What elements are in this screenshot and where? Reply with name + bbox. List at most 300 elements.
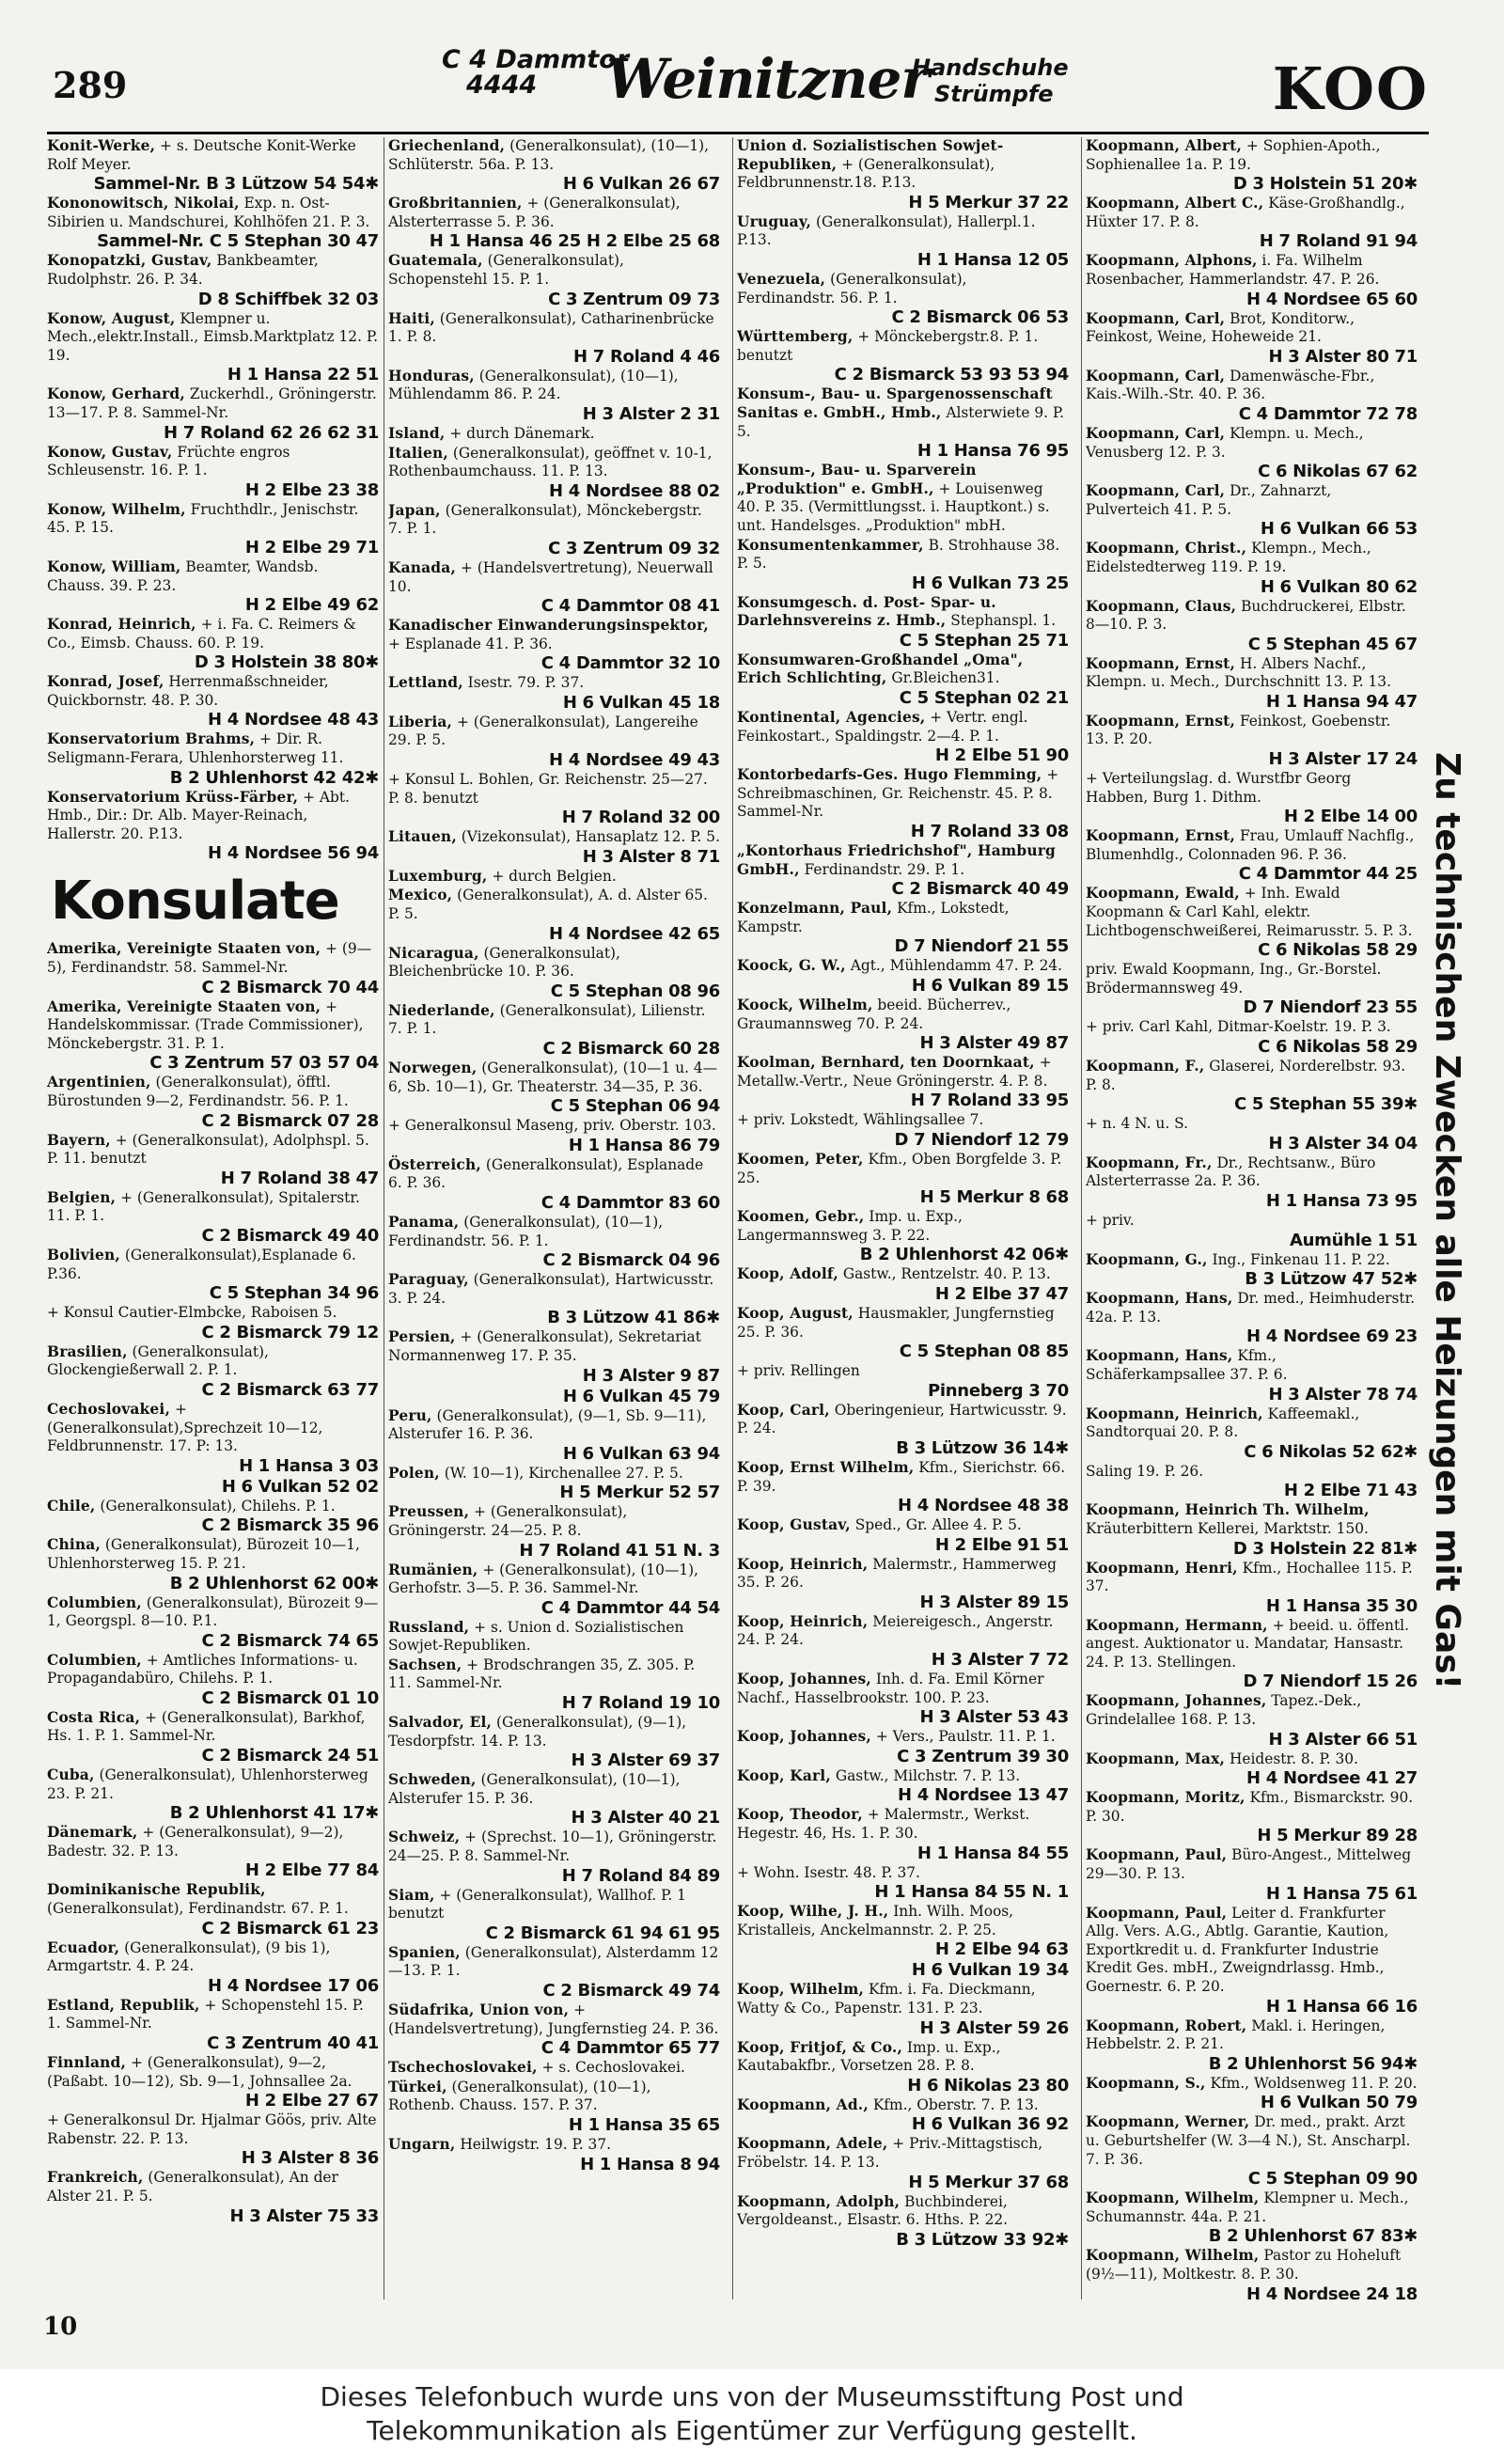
listing-entry [388,252,720,308]
listing-entry [1086,1212,1418,1250]
entry-details: (Generalkonsulat), Hallerpl.1. P.13. [737,212,1036,249]
entry-details: (Generalkonsulat), Hartwicusstr. 3. P. 24. [388,1271,714,1307]
entry-details: Kräuterbittern Kellerei, Marktstr. 150. [1086,1519,1369,1537]
entry-name: Konsum-, Bau- u. Spargenossenschaft Sanitas e. GmbH., Hmb., [737,385,1053,421]
listing-entry [1086,2113,1418,2189]
entry-phone: B 3 Lützow 36 14✱ [896,1437,1069,1458]
ad-product-stockings: Strümpfe [934,81,1054,107]
entry-phone: B 2 Uhlenhorst 62 00✱ [169,1573,379,1593]
section-heading-konsulate: Konsulate [51,871,339,933]
listing-entry [47,940,379,997]
entry-phone: H 7 Roland 32 00 [561,808,720,828]
entry-name: Litauen, [388,828,457,846]
entry-name: Haiti, [388,309,435,327]
margin-number: 10 [43,2313,78,2341]
listing-entry [737,1305,1069,1361]
entry-details: (Generalkonsulat), Ferdinandstr. 67. P. 1. [47,1900,349,1918]
entry-phone: H 1 Hansa 3 03 [239,1455,379,1476]
entry-details: + Schopenstehl 15. P. 1. Sammel-Nr. [47,1996,364,2032]
entry-name: Konow, Wilhelm, [47,500,186,518]
listing-entry [737,2039,1069,2095]
listing-entry [388,1771,720,1828]
entry-phone: C 4 Dammtor 44 54 [540,1597,720,1618]
entry-phone: D 7 Niendorf 23 55 [1243,997,1418,1018]
entry-phone: H 4 Nordsee 65 60 [1246,289,1418,309]
listing-entry [388,1387,720,1406]
entry-phone: H 1 Hansa 86 79 [568,1135,720,1155]
footer-line-1: Dieses Telefonbuch wurde uns von der Museumsstiftung Post und [320,2381,1184,2412]
entry-phone: H 4 Nordsee 24 18 [1246,2284,1418,2299]
entry-name: Koopmann, Hans, [1086,1290,1233,1308]
listing-entry [737,651,1069,708]
entry-name: Konopatzki, Gustav, [47,252,212,270]
listing-columns [47,137,1429,2299]
entry-details: Makl. i. Heringen, Hebbelstr. 2. P. 21. [1086,2017,1386,2053]
entry-name: Guatemala, [388,252,483,270]
entry-name: Konow, Gustav, [47,443,173,461]
entry-details: Kfm., Oben Borgfelde 3. P. 25. [737,1150,1062,1186]
entry-name: Dominikanische Republik, [47,1881,266,1899]
listing-entry [388,868,720,887]
listing-entry [47,616,379,672]
entry-phone: C 4 Dammtor 65 77 [540,2038,720,2059]
entry-details: Leiter d. Frankfurter Allg. Vers. A.G., Abtlg. Garantie, Kaution, Exportkredit u. d. Frankfurter Industrie Kredit Ges. mbH., Zweigndrlassg. Hmb., Goernestr. 6. P. 20. [1086,1904,1389,1995]
entry-details: + Sophien-Apoth., Sophienallee 1a. P. 19. [1086,137,1381,173]
entry-phone: H 2 Elbe 94 63 [934,1939,1069,1960]
entry-phone: H 5 Merkur 52 57 [559,1483,720,1503]
entry-phone: H 3 Alster 66 51 [1268,1729,1418,1750]
entry-phone: H 2 Elbe 51 90 [934,745,1069,766]
entry-details: Büro-Angest., Mittelweg 29—30. P. 13. [1086,1846,1412,1883]
entry-phone: Pinneberg 3 70 [928,1380,1069,1401]
listing-entry [737,1265,1069,1304]
entry-details: (Vizekonsulat), Hansaplatz 12. P. 5. [461,828,720,846]
entry-name: Großbritannien, [388,195,523,212]
header-rule [47,132,1429,134]
entry-phone: Aumühle 1 51 [1289,1230,1418,1250]
entry-phone: C 2 Bismarck 24 51 [201,1746,379,1766]
entry-details: (Generalkonsulat), Uhlenhorsterweg 23. P. 21. [47,1766,368,1802]
entry-phone: H 2 Elbe 29 71 [244,537,379,557]
entry-phone: C 3 Zentrum 40 41 [207,2033,379,2053]
entry-name: Koomen, Peter, [737,1150,864,1168]
entry-phone: C 3 Zentrum 09 73 [548,289,720,309]
entry-details: (Generalkonsulat), (10—1), Alsterufer 15. P. 36. [388,1771,681,1807]
listing-entry [737,1960,1069,1980]
ad-products [912,55,1069,107]
entry-phone: C 5 Stephan 08 85 [899,1342,1069,1362]
entry-details: + i. Fa. C. Reimers & Co., Eimsb. Chauss. 60. P. 19. [47,616,356,651]
entry-name: Koop, August, [737,1304,854,1322]
listing-entry [47,385,379,442]
entry-details: Saling 19. P. 26. [1086,1462,1204,1480]
entry-name: Frankreich, [47,2169,144,2187]
entry-details: (Generalkonsulat),Esplanade 6. P.36. [47,1246,356,1282]
entry-name: Brasilien, [47,1342,128,1360]
entry-phone: H 2 Elbe 49 62 [244,595,379,616]
entry-phone: B 2 Uhlenhorst 42 06✱ [859,1245,1069,1265]
listing-entry [1086,1463,1418,1501]
listing-entry [1086,2075,1418,2113]
entry-details: Meiereigesch., Angerstr. 24. P. 24. [737,1612,1054,1649]
listing-entry [737,1806,1069,1862]
entry-name: Koopmann, Hermann, [1086,1616,1268,1634]
entry-name: Kononowitsch, Nikolai, [47,195,240,212]
entry-phone: H 3 Alster 53 43 [919,1707,1069,1728]
entry-details: Isestr. 79. P. 37. [467,674,585,692]
entry-name: Koopmann, Carl, [1086,482,1226,500]
entry-details: + Metallw.-Vertr., Neue Gröningerstr. 4. P. 8. [737,1054,1052,1090]
listing-entry [388,771,720,827]
entry-name: Konit-Werke, [47,137,156,154]
entry-details: Kfm., Bismarckstr. 90. P. 30. [1086,1789,1414,1825]
entry-phone: H 6 Vulkan 66 53 [1260,519,1418,540]
entry-phone: H 6 Vulkan 80 62 [1260,576,1418,597]
entry-details: Exp. n. Ost-Sibirien u. Mandschurei, Kohlhöfen 21. P. 3. [47,195,370,230]
listing-entry [1086,1692,1418,1749]
entry-name: Koopmann, Hans, [1086,1347,1233,1365]
listing-entry [388,1117,720,1155]
entry-details: Alsterwiete 9. P. 5. [737,403,1065,440]
listing-entry [47,1536,379,1593]
entry-phone: C 2 Bismarck 61 23 [201,1918,379,1938]
entry-details: + Dir. R. Seligmann-Ferara, Uhlenhorsterweg 11. [47,730,344,767]
entry-details: Kfm., Schäferkampsallee 37. P. 6. [1086,1347,1288,1383]
entry-details: (Generalkonsulat), Glockengießerwall 2. P. 1. [47,1342,269,1379]
entry-details: + n. 4 N. u. S. [1086,1115,1189,1133]
entry-phone: H 3 Alster 78 74 [1268,1384,1418,1405]
vertical-ad-text: Zu technischen Zwecken alle Heizungen mit Gas! [1428,752,1466,1690]
entry-details: Oberingenieur, Hartwicusstr. 9. P. 24. [737,1401,1067,1437]
ad-phone [442,47,629,98]
entry-name: Belgien, [47,1188,117,1206]
entry-details: Kfm. i. Fa. Dieckmann, Watty & Co., Papenstr. 131. P. 23. [737,1981,1036,2017]
listing-entry [1086,598,1418,654]
entry-phone: B 3 Lützow 47 52✱ [1245,1269,1418,1290]
listing-entry [737,328,1069,385]
entry-details: + Louisenweg 40. P. 35. (Vermittlungsst. i. Hauptkont.) s. unt. Handelsges. „Produktion" mbH. [737,479,1050,534]
entry-name: Koopmann, Adele, [737,2135,888,2153]
listing-entry [388,1944,720,2001]
entry-details: Heidestr. 8. P. 30. [1229,1750,1358,1767]
entry-name: Koop, Ernst Wilhelm, [737,1458,915,1476]
listing-entry [47,673,379,730]
entry-name: Koopmann, Wilhelm, [1086,2189,1260,2207]
entry-phone: C 6 Nikolas 58 29 [1258,940,1418,961]
listing-entry [47,1074,379,1130]
entry-name: Uruguay, [737,212,812,230]
listing-entry [1086,770,1418,826]
entry-phone: C 4 Dammtor 83 60 [540,1192,720,1213]
listing-entry [1086,1846,1418,1903]
listing-entry [388,1328,720,1385]
entry-name: Liberia, [388,713,453,730]
listing-entry [388,945,720,1001]
entry-name: Koopmann, Ernst, [1086,654,1236,672]
entry-phone: H 6 Vulkan 63 94 [562,1443,720,1464]
entry-name: Sachsen, [388,1656,462,1673]
listing-entry [388,714,720,770]
page-number: 289 [53,64,128,106]
entry-name: Japan, [388,501,441,519]
entry-phone: H 1 Hansa 8 94 [580,2154,720,2174]
listing-entry [737,2096,1069,2135]
entry-name: Konsumentenkammer, [737,536,924,554]
listing-entry [737,594,1069,651]
entry-phone: H 4 Nordsee 49 43 [549,750,720,771]
ad-product-gloves: Handschuhe [912,55,1069,81]
entry-name: Panama, [388,1213,460,1231]
entry-phone: H 7 Roland 91 94 [1259,231,1418,252]
entry-phone: H 3 Alster 89 15 [919,1592,1069,1612]
entry-details: Ing., Finkenau 11. P. 22. [1212,1250,1390,1268]
entry-name: Koopmann, Ewald, [1086,885,1240,902]
entry-details: (Generalkonsulat), (9 bis 1), Armgartstr. 4. P. 24. [47,1938,331,1975]
entry-name: Koopmann, G., [1086,1250,1208,1268]
entry-details: Damenwäsche-Fbr., Kais.-Wilh.-Str. 40. P. 36. [1086,367,1375,403]
column-2 [388,137,720,2299]
entry-phone: C 2 Bismarck 70 44 [201,977,379,997]
listing-entry [47,998,379,1074]
entry-phone: C 2 Bismarck 01 10 [201,1687,379,1708]
entry-details: + (Generalkonsulat), 9—2, (Paßabt. 10—12), Sb. 9—1, Johnsallee 2a. [47,2054,352,2090]
listing-entry [388,1059,720,1116]
entry-details: Kfm., Oberstr. 7. P. 13. [872,2095,1039,2113]
entry-details: + Brodschrangen 35, Z. 305. P. 11. Sammel-Nr. [388,1656,696,1692]
entry-details: Hausmakler, Jungfernstieg 25. P. 36. [737,1304,1055,1341]
entry-phone: C 2 Bismarck 74 65 [201,1630,379,1651]
entry-phone: H 4 Nordsee 13 47 [898,1785,1069,1806]
listing-entry [388,1656,720,1713]
entry-details: Dr., Rechtsanw., Büro Alsterterrasse 2a. P. 36. [1086,1154,1376,1190]
entry-phone: H 6 Vulkan 45 79 [562,1386,720,1406]
entry-details: (Generalkonsulat), Bürozeit 10—1, Uhlenhorsterweg 15. P. 21. [47,1536,360,1572]
entry-name: China, [47,1536,102,1554]
listing-entry [388,1828,720,1885]
entry-details: + priv. Carl Kahl, Ditmar-Koelstr. 19. P. 3. [1086,1018,1391,1036]
listing-entry [737,1613,1069,1670]
entry-phone: H 3 Alster 34 04 [1268,1133,1418,1154]
entry-phone: C 5 Stephan 55 39✱ [1233,1094,1418,1115]
entry-phone: H 6 Vulkan 52 02 [221,1476,379,1497]
entry-name: Konservatorium Krüss-Färber, [47,788,299,806]
listing-entry [47,1824,379,1880]
listing-entry [737,957,1069,996]
entry-phone: C 2 Bismarck 60 28 [542,1039,720,1059]
listing-entry [1086,252,1418,308]
listing-entry [388,2001,720,2058]
entry-phone: Sammel-Nr. C 5 Stephan 30 47 [97,231,379,252]
entry-phone: D 8 Schiffbek 32 03 [197,289,379,309]
listing-entry [47,730,379,787]
listing-entry [1086,425,1418,481]
entry-name: Finnland, [47,2054,127,2071]
entry-phone: H 5 Merkur 8 68 [919,1187,1069,1208]
entry-phone: H 1 Hansa 76 95 [916,441,1069,462]
entry-phone: H 4 Nordsee 41 27 [1246,1768,1418,1789]
entry-name: Koopmann, Paul, [1086,1904,1228,1922]
entry-phone: H 7 Roland 19 10 [561,1693,720,1714]
entry-details: (Generalkonsulat), (9—1, Sb. 9—11), Alsterufer 16. P. 36. [388,1406,707,1443]
listing-entry [1086,655,1418,712]
entry-name: Konsumgesch. d. Post- Spar- u. Darlehnsvereins z. Hmb., [737,593,996,630]
entry-phone: H 3 Alster 9 87 [582,1365,720,1386]
entry-phone: C 5 Stephan 45 67 [1247,634,1418,654]
entry-details: Ferdinandstr. 29. P. 1. [804,860,965,878]
entry-phone: H 4 Nordsee 42 65 [549,923,720,944]
entry-phone: C 6 Nikolas 58 29 [1258,1037,1418,1057]
entry-name: Schweden, [388,1771,477,1789]
entry-details: (Generalkonsulat), Catharinenbrücke 1. P. 8. [388,309,714,346]
listing-entry [47,1709,379,1766]
entry-phone: D 7 Niendorf 15 26 [1243,1671,1418,1692]
listing-entry [1086,2247,1418,2299]
entry-details: + (Generalkonsulat), Wallhof. P. 1 benutzt [388,1886,686,1923]
entry-name: Konzelmann, Paul, [737,900,893,918]
entry-phone: Sammel-Nr. B 3 Lützow 54 54✱ [93,174,379,195]
entry-details: (Generalkonsulat), An der Alster 21. P. 5. [47,2169,338,2205]
entry-name: Konow, August, [47,309,176,327]
entry-name: Niederlande, [388,1001,495,1019]
entry-phone: C 2 Bismarck 40 49 [891,879,1069,900]
entry-phone: H 3 Alster 2 31 [582,403,720,424]
entry-name: Siam, [388,1886,435,1904]
listing-entry [1086,1154,1418,1211]
entry-name: Koop, Johannes, [737,1671,871,1688]
entry-phone: H 3 Alster 49 87 [919,1033,1069,1054]
entry-details: (Generalkonsulat), geöffnet v. 10-1, Rothenbaumchauss. 11. P. 13. [388,444,713,480]
entry-phone: D 7 Niendorf 12 79 [894,1129,1069,1150]
entry-phone: H 1 Hansa 35 65 [568,2114,720,2135]
entry-details: Gr.Bleichen31. [891,669,1000,687]
listing-entry [388,137,720,194]
entry-details: + (Generalkonsulat), Sekretariat Normannenweg 17. P. 35. [388,1328,701,1364]
entry-details: + Konsul L. Bohlen, Gr. Reichenstr. 25—27. P. 8. benutzt [388,771,708,807]
entry-name: Bayern, [47,1131,111,1149]
entry-details: Herrenmaßschneider, Quickbornstr. 48. P. 30. [47,673,329,709]
entry-phone: B 2 Uhlenhorst 56 94✱ [1208,2053,1418,2074]
entry-name: Paraguay, [388,1271,469,1289]
entry-phone: H 1 Hansa 35 30 [1265,1595,1418,1616]
entry-details: Imp. u. Exp., Langermannsweg 3. P. 22. [737,1208,963,1244]
entry-phone: C 5 Stephan 02 21 [899,688,1069,709]
entry-details: Klempn. u. Mech., Venusberg 12. P. 3. [1086,424,1364,461]
entry-name: Koop, Gustav, [737,1516,851,1534]
entry-name: Koopmann, Heinrich Th. Wilhelm, [1086,1501,1370,1519]
entry-name: Salvador, El, [388,1714,493,1732]
entry-details: + (Generalkonsulat), 9—2), Badestr. 32. P. 13. [47,1824,344,1860]
entry-name: Koop, Heinrich, [737,1555,869,1573]
entry-details: (Generalkonsulat), Schopenstehl 15. P. 1. [388,252,624,288]
entry-name: Koopmann, Ad., [737,2095,869,2113]
entry-name: Columbien, [47,1593,142,1611]
entry-phone: H 4 Nordsee 48 43 [208,710,379,730]
entry-name: Peru, [388,1406,432,1424]
entry-details: (Generalkonsulat), Alsterdamm 12—13. P. 1. [388,1943,719,1980]
header-advertisement [442,47,1100,126]
entry-phone: H 7 Roland 33 95 [910,1091,1069,1111]
listing-entry [1086,1405,1418,1462]
entry-phone: H 3 Alster 17 24 [1268,749,1418,770]
entry-name: Koopmann, Albert C., [1086,195,1264,212]
entry-details: + Mönckebergstr.8. P. 1. benutzt [737,328,1039,364]
entry-details: Tapez.-Dek., Grindelallee 168. P. 13. [1086,1692,1362,1729]
entry-phone: C 5 Stephan 08 96 [550,981,720,1001]
entry-name: Koopmann, Moritz, [1086,1789,1246,1807]
entry-details: Malermstr., Hammerweg 35. P. 26. [737,1555,1057,1592]
entry-name: Tschechoslovakei, [388,2059,538,2077]
entry-name: Cuba, [47,1766,95,1784]
entry-details: + (Sprechst. 10—1), Gröningerstr. 24—25. P. 8. Sammel-Nr. [388,1828,717,1865]
listing-entry [388,310,720,367]
entry-details: + (Generalkonsulat), Spitalerstr. 11. P. 1. [47,1188,360,1225]
listing-entry [47,1881,379,1938]
entry-phone: H 4 Nordsee 69 23 [1246,1326,1418,1347]
entry-phone: H 3 Alster 8 36 [241,2148,379,2169]
entry-details: priv. Ewald Koopmann, Ing., Gr.-Borstel. Brödermannsweg 49. [1086,961,1382,997]
entry-name: Konow, William, [47,557,181,575]
entry-name: Venezuela, [737,270,826,288]
entry-name: Kontinental, Agencies, [737,709,926,727]
listing-entry [47,1343,379,1400]
ad-phone-number: 4444 [466,71,538,100]
entry-phone: H 1 Hansa 22 51 [227,365,379,385]
listing-entry [47,1132,379,1188]
listing-entry [1086,1290,1418,1346]
listing-entry [737,2135,1069,2191]
entry-details: + Vers., Paulstr. 11. P. 1. [875,1728,1056,1746]
entry-details: (Generalkonsulat), (10—1), Ferdinandstr. 56. P. 1. [388,1213,664,1249]
entry-name: Konow, Gerhard, [47,385,185,403]
listing-entry [47,2169,379,2225]
entry-details: + (Handelsvertretung), Jungfernstieg 24. P. 36. [388,2001,719,2037]
entry-details: Dr., Zahnarzt, Pulverteich 41. P. 5. [1086,482,1332,518]
listing-entry [737,537,1069,593]
entry-name: Italien, [388,444,448,462]
listing-entry [1086,1347,1418,1404]
entry-details: + durch Belgien. [492,867,617,885]
entry-details: Feinkost, Goebenstr. 13. P. 20. [1086,712,1391,748]
entry-phone: C 5 Stephan 09 90 [1247,2169,1418,2189]
entry-name: Koop, Fritjof, & Co., [737,2038,903,2056]
entry-details: + s. Deutsche Konit-Werke Rolf Meyer. [47,137,356,173]
entry-details: + (Generalkonsulat), Feldbrunnenstr.18. P.13. [737,155,995,192]
entry-name: Ecuador, [47,1938,120,1956]
listing-entry [388,1002,720,1059]
entry-name: Koop, Carl, [737,1401,830,1419]
entry-phone: H 2 Elbe 23 38 [244,479,379,500]
entry-name: Norwegen, [388,1059,478,1076]
entry-phone: B 2 Uhlenhorst 42 42✱ [169,767,379,788]
entry-phone: H 4 Nordsee 88 02 [549,480,720,501]
entry-name: Koopmann, Ernst, [1086,827,1236,845]
entry-phone: H 2 Elbe 91 51 [934,1534,1069,1555]
listing-entry [1086,195,1418,251]
entry-phone: H 1 Hansa 75 61 [1265,1883,1418,1904]
entry-name: Rumänien, [388,1561,478,1578]
entry-details: + Abt. Hmb., Dir.: Dr. Alb. Mayer-Reinach, Hallerstr. 20. P.13. [47,788,350,842]
listing-entry [47,2111,379,2168]
entry-phone: H 1 Hansa 12 05 [916,249,1069,270]
entry-details: Klempner u. Mech.,elektr.Install., Eimsb.Marktplatz 12. P. 19. [47,309,378,364]
entry-phone: C 2 Bismarck 63 77 [201,1379,379,1400]
listing-entry [47,501,379,557]
entry-details: + Schreibmaschinen, Gr. Reichenstr. 45. P. 8. Sammel-Nr. [737,766,1059,821]
listing-entry [388,1714,720,1770]
entry-name: Koopmann, Ernst, [1086,712,1236,730]
listing-entry [388,674,720,713]
listing-entry [737,462,1069,535]
